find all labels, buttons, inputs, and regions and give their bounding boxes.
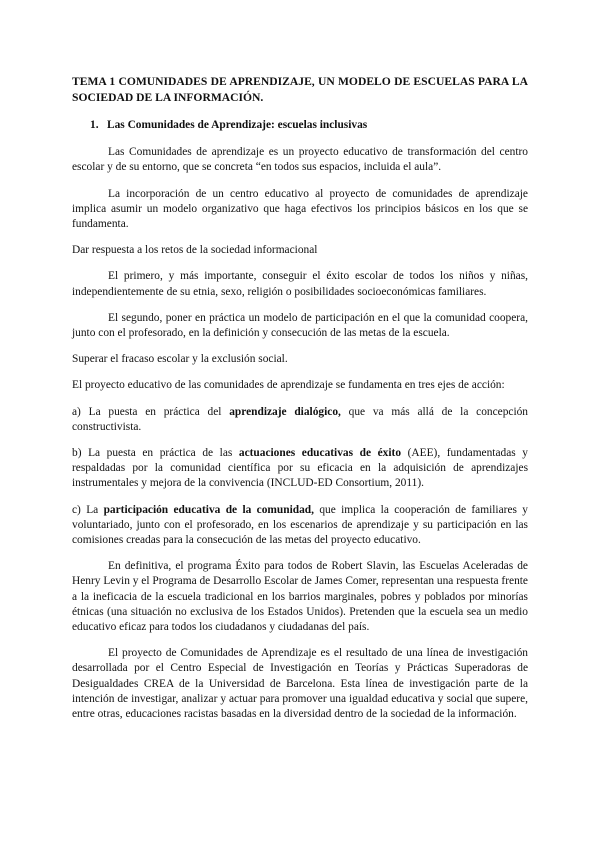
- axis-b-bold: actuaciones educativas de éxito: [238, 447, 402, 460]
- paragraph-first-goal: El primero, y más importante, conseguir el éxito escolar de todos los niños y niñas, independientemente de su etnia, sexo, religión o posibilidades socioeconómicas familiares.: [72, 270, 528, 298]
- axis-c-bold: participación educativa de la comunidad,: [103, 503, 314, 516]
- axis-b-post: (AEE), fundamentadas y respaldadas por la comunidad científica por su eficacia en la adquisición de aprendizajes instrumentales y mejora de la convivencia (INCLUD-ED Consortium, 2011).: [72, 447, 528, 490]
- paragraph-second-goal: El segundo, poner en práctica un modelo de participación en el que la comunidad coopera, junto con el profesorado, en la definición y consecución de las metas de la escuela.: [72, 311, 528, 340]
- axis-b-paragraph: [72, 446, 528, 492]
- axis-a-bold: aprendizaje dialógico,: [229, 405, 341, 418]
- paragraph-three-axes: El proyecto educativo de las comunidades de aprendizaje se fundamenta en tres ejes de acción:: [72, 379, 505, 392]
- axis-c-paragraph: [72, 503, 528, 549]
- section-heading: [90, 118, 528, 133]
- paragraph-challenges: Dar respuesta a los retos de la sociedad informacional: [72, 244, 318, 257]
- section-number: 1.: [90, 119, 99, 131]
- axis-c-post: que implica la cooperación de familiares y voluntariado, junto con el profesorado, en los escenarios de aprendizaje y su participación en las comisiones creadas para la consecución de las metas del proyecto educativo.: [72, 503, 528, 547]
- axis-c-pre: c) La: [72, 503, 104, 516]
- paragraph-research-line: El proyecto de Comunidades de Aprendizaje es el resultado de una línea de investigación desarrollada por el Centro Especial de Investigación en Teorías y Prácticas Superadoras de Desigualdades CREA de la Universidad de Barcelona. Esta línea de investigación parte de la intención de investigar, analizar y actuar para promover una igualdad educativa y social que supere, entre otras, educaciones racistas basadas en la diversidad dentro de la sociedad de la información.: [72, 647, 528, 721]
- axis-a-post: que va más allá de la concepción constructivista.: [72, 405, 528, 433]
- section-title: Las Comunidades de Aprendizaje: escuelas inclusivas: [107, 119, 368, 131]
- axis-b-pre: b) La puesta en práctica de las: [72, 447, 239, 460]
- paragraph-overcome-failure: Superar el fracaso escolar y la exclusión social.: [72, 353, 288, 366]
- document-title: TEMA 1 COMUNIDADES DE APRENDIZAJE, UN MODELO DE ESCUELAS PARA LA SOCIEDAD DE LA INFORMACIÓN.: [72, 75, 528, 104]
- paragraph-programs: En definitiva, el programa Éxito para todos de Robert Slavin, las Escuelas Aceleradas de Henry Levin y el Programa de Desarrollo Escolar de James Comer, representan una respuesta frente a la ineficacia de la escuela tradicional en los barrios marginales, pobres y poblados por minorías étnicas (una situación no exclusiva de los Estados Unidos). Pretenden que la escuela sea un medio educativo eficaz para todos los ciudadanos y ciudadanas del país.: [72, 560, 528, 634]
- axis-a-paragraph: [72, 405, 528, 435]
- axis-a-pre: a) La puesta en práctica del: [72, 405, 230, 418]
- document-page: [72, 74, 528, 733]
- paragraph-intro: Las Comunidades de aprendizaje es un proyecto educativo de transformación del centro escolar y de su entorno, que se concreta “en todos sus espacios, incluida el aula”.: [72, 146, 528, 174]
- paragraph-incorporation: La incorporación de un centro educativo al proyecto de comunidades de aprendizaje implica asumir un modelo organizativo que haga efectivos los principios básicos en los que se fundamenta.: [72, 187, 528, 231]
